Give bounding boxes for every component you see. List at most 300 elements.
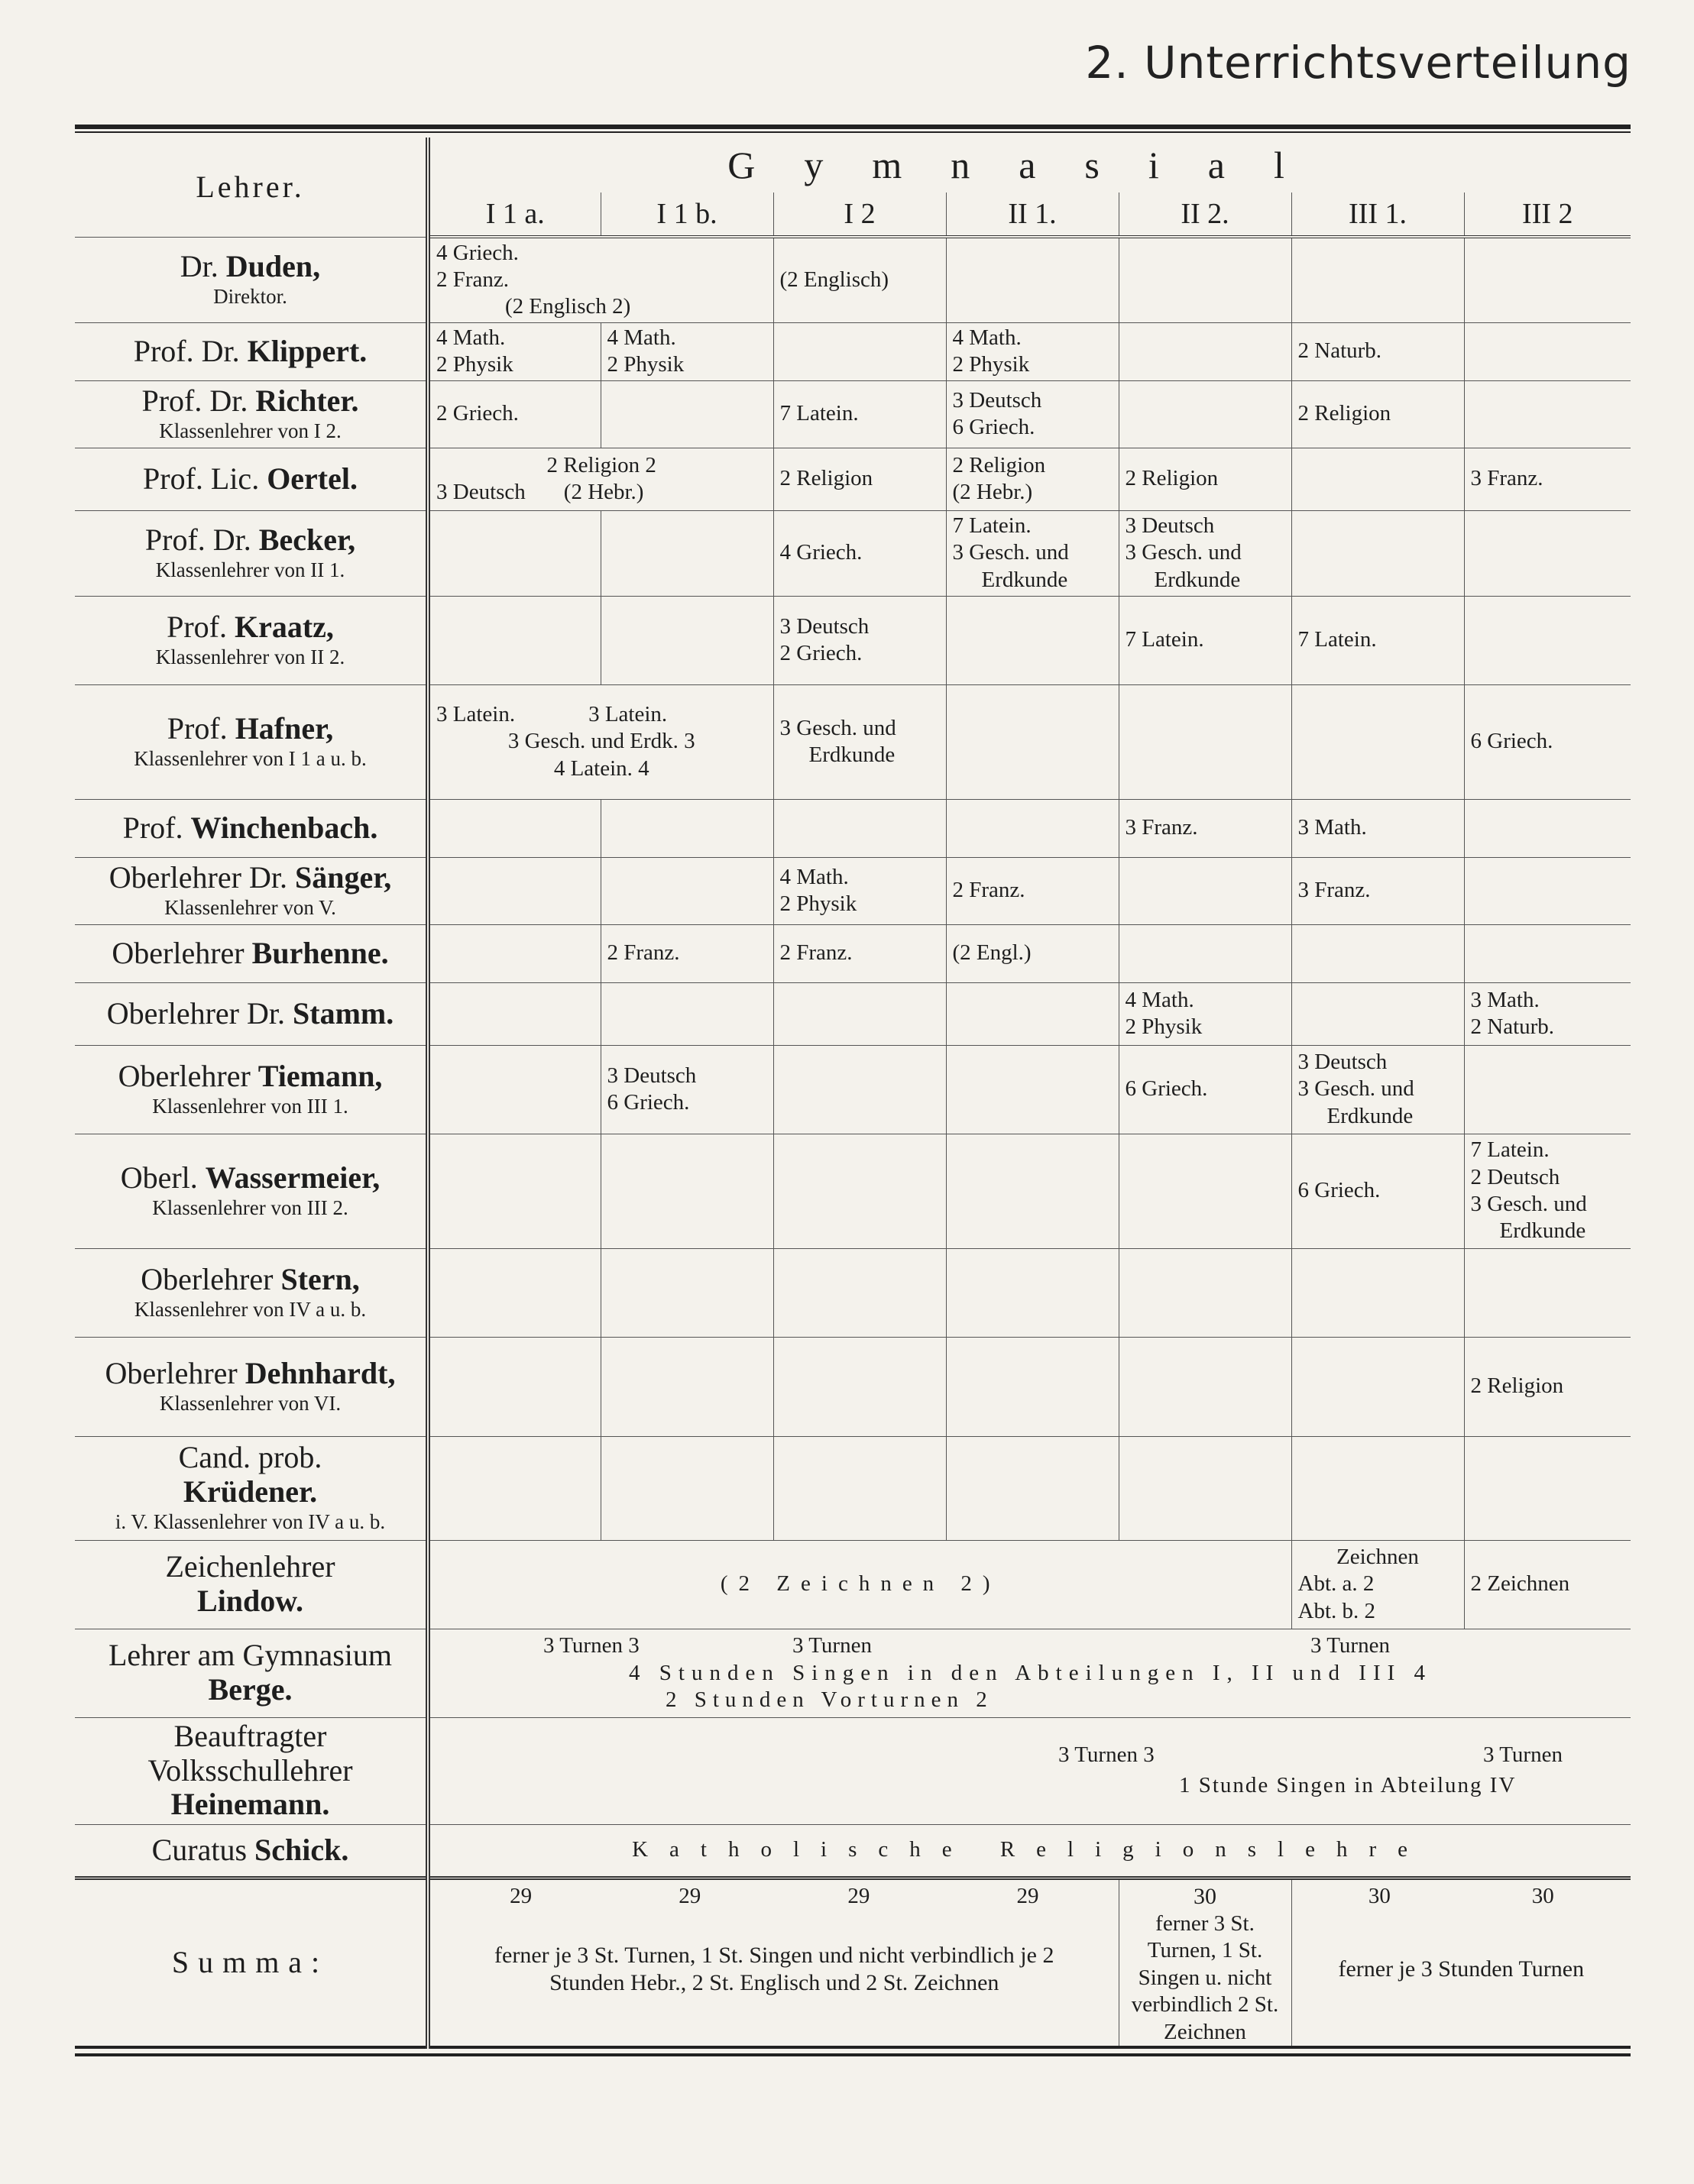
- lesson-cell: [1291, 684, 1464, 799]
- lesson-entry: 4 Math.: [436, 325, 506, 350]
- lesson-cell: [1119, 1436, 1291, 1540]
- lesson-cell: [773, 1337, 946, 1436]
- lesson-entry: 2 Franz.: [436, 267, 510, 293]
- lesson-cell: [946, 237, 1119, 322]
- lesson-entry: 2 Physik: [779, 891, 857, 916]
- teacher-role: Klassenlehrer von I 1 a u. b.: [134, 746, 367, 770]
- lesson-cell: [1464, 380, 1631, 448]
- lesson-entry: 2 Physik: [436, 352, 513, 377]
- lesson-entry: 3 Deutsch: [436, 480, 526, 504]
- lesson-entry: 3 Latein.: [588, 701, 668, 726]
- lesson-cell: [1291, 1540, 1464, 1629]
- teacher-role: Direktor.: [213, 284, 287, 308]
- teacher-title: Cand. prob.: [178, 1440, 322, 1475]
- summary-cell: [1291, 1878, 1631, 2047]
- lesson-entry: 2 Physik: [607, 352, 685, 377]
- lesson-entry: 7 Latein.: [1125, 627, 1204, 652]
- lesson-cell: [428, 1134, 601, 1248]
- lesson-cell: [946, 510, 1119, 596]
- lesson-entry: 2 Religion: [1470, 1373, 1564, 1399]
- lesson-entry: 2 Franz.: [952, 878, 1025, 903]
- lesson-entry: 2 Religion: [1297, 401, 1391, 426]
- lesson-cell: [601, 596, 773, 684]
- table-row: [75, 1248, 1631, 1337]
- lesson-cell: [428, 1337, 601, 1436]
- lesson-entry: Erdkunde: [1154, 567, 1241, 592]
- lesson-entry: 2 Griech.: [436, 401, 519, 426]
- teacher-cell: [75, 982, 428, 1045]
- lesson-cell: [773, 1045, 946, 1134]
- teacher-title: Prof. Dr.: [133, 333, 240, 368]
- teacher-title: Oberlehrer: [118, 1058, 251, 1093]
- lesson-entry: 3 Deutsch: [1297, 1049, 1388, 1074]
- teacher-name: Sänger,: [294, 859, 392, 895]
- lesson-cell: [1464, 857, 1631, 924]
- lesson-cell: [946, 322, 1119, 380]
- teacher-title: Prof.: [167, 609, 227, 644]
- lesson-cell: [1119, 448, 1291, 510]
- lesson-entry: 2 Zeichnen: [1470, 1571, 1570, 1597]
- teacher-title: Oberl.: [120, 1160, 198, 1195]
- lesson-cell: [1464, 684, 1631, 799]
- table-row: [75, 1540, 1631, 1629]
- lesson-entry: 3 Deutsch: [607, 1063, 697, 1088]
- lesson-entry: 4 Latein. 4: [553, 756, 649, 781]
- lesson-cell: [773, 799, 946, 857]
- lesson-cell: [601, 982, 773, 1045]
- teacher-role: i. V. Klassenlehrer von IV a u. b.: [115, 1509, 386, 1533]
- lesson-cell: [1464, 1045, 1631, 1134]
- summary-note: ferner je 3 Stunden Turnen: [1338, 1956, 1585, 1982]
- teacher-name: Burhenne.: [251, 935, 389, 970]
- lesson-entry: 6 Griech.: [607, 1090, 690, 1115]
- lesson-cell: [428, 684, 773, 799]
- lesson-entry: 2 Naturb.: [1470, 1014, 1555, 1039]
- lesson-cell: [946, 684, 1119, 799]
- table-row: [75, 1436, 1631, 1540]
- lesson-cell: [601, 924, 773, 982]
- lesson-cell: [428, 322, 601, 380]
- lesson-cell: [773, 322, 946, 380]
- lesson-cell: [428, 1045, 601, 1134]
- teacher-cell: [75, 1540, 428, 1629]
- lesson-entry: 2 Religion 2: [546, 452, 656, 477]
- lesson-cell: [428, 380, 601, 448]
- teacher-title: Oberlehrer: [141, 1261, 274, 1296]
- lesson-entry: 7 Latein.: [952, 513, 1032, 538]
- lesson-cell: [1291, 1248, 1464, 1337]
- teacher-column-header: Lehrer.: [75, 138, 428, 237]
- lesson-entry: 4 Stunden Singen in den Abteilungen I, II und III 4: [629, 1660, 1433, 1685]
- lesson-cell: [1464, 237, 1631, 322]
- lesson-entry: 7 Latein.: [1297, 627, 1377, 652]
- lesson-entry: 3 Deutsch: [952, 387, 1042, 413]
- summary-total: 29: [1016, 1883, 1039, 1908]
- summary-cell: [1119, 1878, 1291, 2047]
- teacher-name: Stamm.: [293, 995, 394, 1031]
- lesson-entry: Erdkunde: [1326, 1103, 1414, 1128]
- lesson-cell: [601, 857, 773, 924]
- lesson-entry: 4 Griech.: [779, 540, 863, 565]
- lesson-cell: [601, 322, 773, 380]
- teacher-role: Klassenlehrer von V.: [164, 895, 336, 919]
- lesson-entry: 3 Latein.: [436, 701, 516, 726]
- lesson-entry: 3 Gesch. und: [1297, 1076, 1414, 1102]
- lesson-cell: [1291, 596, 1464, 684]
- lesson-entry: 4 Math.: [952, 325, 1022, 350]
- lesson-cell: [1119, 380, 1291, 448]
- lesson-cell: [946, 448, 1119, 510]
- lesson-cell: [428, 448, 773, 510]
- lesson-cell: [773, 380, 946, 448]
- lesson-cell: [773, 924, 946, 982]
- lesson-entry: 3 Gesch. und: [1125, 540, 1242, 565]
- lesson-cell: [773, 1134, 946, 1248]
- table-row: [75, 1629, 1631, 1717]
- lesson-entry: 2 Physik: [952, 352, 1030, 377]
- teacher-title: Prof.: [122, 810, 183, 845]
- lesson-entry: 4 Math.: [607, 325, 676, 350]
- lesson-entry: 6 Griech.: [952, 415, 1035, 439]
- teacher-cell: [75, 1717, 428, 1824]
- teacher-name: Richter.: [255, 383, 359, 418]
- lesson-cell: [1291, 799, 1464, 857]
- summary-row: [75, 1878, 1631, 2047]
- bottom-rule: [75, 2053, 1631, 2056]
- teacher-role: Klassenlehrer von III 1.: [152, 1094, 348, 1118]
- lesson-cell: [946, 1436, 1119, 1540]
- teacher-cell: [75, 380, 428, 448]
- lesson-entry: (2 Englisch): [779, 267, 889, 293]
- lesson-entry: 6 Griech.: [1125, 1076, 1208, 1102]
- lesson-cell: [1119, 982, 1291, 1045]
- lesson-cell: [601, 1436, 773, 1540]
- teacher-cell: [75, 799, 428, 857]
- lesson-cell: [946, 1248, 1119, 1337]
- teacher-title: Beauftragter Volksschullehrer: [147, 1718, 353, 1788]
- teacher-title: Prof. Dr.: [141, 383, 248, 418]
- teacher-cell: [75, 924, 428, 982]
- lesson-cell: [428, 1824, 1631, 1878]
- lesson-entry: 6 Griech.: [1470, 729, 1553, 754]
- teacher-cell: [75, 1134, 428, 1248]
- lesson-entry: 6 Griech.: [1297, 1178, 1381, 1203]
- summary-note: ferner je 3 St. Turnen, 1 St. Singen und nicht verbindlich je 2 Stunden Hebr., 2 St. Englisch und 2 St. Zeichnen: [494, 1942, 1054, 1996]
- teacher-title: Oberlehrer Dr.: [109, 859, 287, 895]
- lesson-entry: 7 Latein.: [779, 401, 859, 426]
- lesson-cell: [946, 380, 1119, 448]
- lesson-cell: [601, 380, 773, 448]
- teacher-cell: [75, 237, 428, 322]
- lesson-entry: 3 Franz.: [1470, 466, 1543, 491]
- lesson-entry: 3 Math.: [1470, 987, 1540, 1012]
- lesson-entry: 1 Stunde Singen in Abteilung IV: [1179, 1773, 1517, 1798]
- teacher-name: Krüdener.: [183, 1474, 318, 1509]
- lesson-cell: [773, 1436, 946, 1540]
- lesson-cell: [428, 982, 601, 1045]
- lesson-cell: [428, 1629, 1631, 1717]
- teacher-cell: [75, 510, 428, 596]
- lesson-entry: 3 Gesch. und: [952, 540, 1069, 565]
- lesson-entry: (2 Hebr.): [563, 480, 644, 504]
- lesson-cell: [1464, 1337, 1631, 1436]
- teacher-cell: [75, 1629, 428, 1717]
- lesson-entry: Abt. b. 2: [1297, 1598, 1375, 1623]
- lesson-cell: [428, 799, 601, 857]
- lesson-cell: [428, 237, 773, 322]
- lesson-entry: 3 Math.: [1297, 815, 1367, 840]
- lesson-cell: [1119, 510, 1291, 596]
- lesson-entry: 2 Franz.: [607, 940, 680, 966]
- table-row: [75, 1337, 1631, 1436]
- lesson-cell: [1464, 448, 1631, 510]
- table-row: [75, 510, 1631, 596]
- teacher-title: Zeichenlehrer: [165, 1549, 335, 1584]
- class-header: I 2: [773, 193, 946, 237]
- lesson-cell: [428, 1717, 1631, 1824]
- teacher-role: Klassenlehrer von II 2.: [155, 645, 345, 668]
- lesson-cell: [1119, 684, 1291, 799]
- table-row: [75, 857, 1631, 924]
- lesson-cell: [601, 510, 773, 596]
- group-header: Gymnasial: [727, 144, 1333, 186]
- summary-total: 30: [1368, 1883, 1391, 1908]
- teacher-role: Klassenlehrer von VI.: [159, 1391, 342, 1415]
- lesson-entry: Abt. a. 2: [1297, 1571, 1375, 1597]
- lesson-cell: [1291, 982, 1464, 1045]
- teacher-title: Prof. Lic.: [143, 461, 260, 496]
- teacher-name: Dehnhardt,: [245, 1355, 396, 1390]
- lesson-entry: 3 Gesch. und: [1470, 1192, 1587, 1216]
- lesson-cell: [946, 596, 1119, 684]
- lesson-entry: 2 Religion: [1125, 466, 1219, 491]
- lesson-cell: [1291, 857, 1464, 924]
- summary-cell: [428, 1878, 1119, 2047]
- teacher-role: Klassenlehrer von II 1.: [155, 558, 345, 581]
- lesson-entry: 3 Deutsch: [1125, 513, 1215, 538]
- lesson-cell: [1119, 1134, 1291, 1248]
- top-rule-thin: [75, 131, 1631, 133]
- lesson-entry: (2 Hebr.): [952, 480, 1033, 504]
- lesson-cell: [601, 1134, 773, 1248]
- lesson-cell: [1119, 857, 1291, 924]
- lesson-cell: [946, 857, 1119, 924]
- lesson-cell: [946, 982, 1119, 1045]
- teacher-cell: [75, 1436, 428, 1540]
- lesson-cell: [1291, 510, 1464, 596]
- lesson-cell: [1464, 1134, 1631, 1248]
- table-row: [75, 1045, 1631, 1134]
- lesson-entry: Erdkunde: [808, 743, 896, 767]
- lesson-entry: 2 Naturb.: [1297, 338, 1382, 364]
- lesson-entry: 2 Physik: [1125, 1014, 1203, 1039]
- teacher-name: Heinemann.: [170, 1787, 330, 1822]
- teacher-title: Oberlehrer Dr.: [106, 995, 285, 1031]
- lesson-distribution-table: [75, 138, 1631, 2049]
- table-row: [75, 596, 1631, 684]
- lesson-cell: [773, 596, 946, 684]
- table-row: [75, 1717, 1631, 1824]
- lesson-cell: [601, 799, 773, 857]
- lesson-cell: [1464, 322, 1631, 380]
- summary-total: 29: [510, 1883, 533, 1908]
- class-header: I 1 b.: [601, 193, 773, 237]
- lesson-entry: 3 Turnen: [1310, 1632, 1390, 1658]
- lesson-cell: [1291, 380, 1464, 448]
- table-row: [75, 924, 1631, 982]
- teacher-role: Klassenlehrer von I 2.: [159, 419, 342, 442]
- teacher-name: Kraatz,: [234, 609, 334, 644]
- lesson-cell: [1291, 1436, 1464, 1540]
- lesson-cell: [1464, 982, 1631, 1045]
- lesson-cell: [773, 510, 946, 596]
- table-row: [75, 799, 1631, 857]
- teacher-cell: [75, 1337, 428, 1436]
- lesson-cell: [1119, 322, 1291, 380]
- lesson-cell: [1119, 1045, 1291, 1134]
- teacher-title: Curatus: [151, 1832, 248, 1867]
- teacher-name: Stern,: [280, 1261, 360, 1296]
- class-header: I 1 a.: [428, 193, 601, 237]
- lesson-cell: [428, 1248, 601, 1337]
- lesson-cell: [946, 924, 1119, 982]
- teacher-name: Schick.: [254, 1832, 349, 1867]
- lesson-cell: [428, 924, 601, 982]
- lesson-cell: [1291, 322, 1464, 380]
- lesson-entry: 2 Religion: [952, 452, 1046, 477]
- lesson-entry: (2 Englisch 2): [505, 294, 631, 319]
- page-heading: 2. Unterrichtsverteilung: [1085, 37, 1631, 89]
- teacher-name: Klippert.: [247, 333, 368, 368]
- teacher-title: Dr.: [180, 248, 219, 283]
- lesson-entry: 3 Turnen: [1483, 1742, 1563, 1768]
- teacher-title: Oberlehrer: [112, 935, 245, 970]
- lesson-entry: 2 Deutsch: [1470, 1164, 1560, 1189]
- lesson-entry: 3 Turnen 3: [543, 1632, 640, 1658]
- teacher-cell: [75, 322, 428, 380]
- lesson-entry: 4 Griech.: [436, 240, 519, 265]
- summary-label-cell: [75, 1878, 428, 2047]
- lesson-cell: [946, 1337, 1119, 1436]
- lesson-cell: [1291, 1134, 1464, 1248]
- lesson-cell: [1119, 924, 1291, 982]
- teacher-cell: [75, 448, 428, 510]
- class-header: II 2.: [1119, 193, 1291, 237]
- lesson-entry: 3 Franz.: [1125, 815, 1198, 840]
- teacher-cell: [75, 684, 428, 799]
- lesson-entry: 2 Stunden Vorturnen 2: [666, 1687, 993, 1712]
- lesson-entry: 2 Griech.: [779, 641, 863, 665]
- summary-note: ferner 3 St. Turnen, 1 St. Singen u. nicht verbindlich 2 St. Zeichnen: [1131, 1911, 1279, 2044]
- summary-label: Summa:: [171, 1944, 329, 1979]
- teacher-cell: [75, 857, 428, 924]
- lesson-cell: [773, 857, 946, 924]
- lesson-entry: 3 Gesch. und: [779, 715, 896, 740]
- lesson-entry: 3 Franz.: [1297, 878, 1371, 903]
- table-row: [75, 1824, 1631, 1878]
- teacher-title: Oberlehrer: [105, 1355, 238, 1390]
- lesson-cell: [1464, 1436, 1631, 1540]
- lesson-entry: Erdkunde: [1499, 1218, 1586, 1244]
- lesson-cell: [1464, 596, 1631, 684]
- table-row: [75, 380, 1631, 448]
- class-header: III 2: [1464, 193, 1631, 237]
- lesson-entry: 3 Turnen: [792, 1632, 872, 1658]
- teacher-title: Lehrer am Gymnasium: [109, 1638, 392, 1673]
- lesson-cell: [1464, 510, 1631, 596]
- lesson-cell: [1291, 237, 1464, 322]
- lesson-cell: [1291, 924, 1464, 982]
- teacher-name: Oertel.: [267, 461, 358, 496]
- table-row: [75, 1134, 1631, 1248]
- summary-total: 30: [1194, 1883, 1216, 1909]
- lesson-cell: [773, 237, 946, 322]
- lesson-entry: 3 Turnen 3: [1058, 1742, 1155, 1768]
- table-row: [75, 322, 1631, 380]
- summary-total: 29: [847, 1883, 870, 1908]
- teacher-name: Duden,: [225, 248, 321, 283]
- lesson-cell: [773, 982, 946, 1045]
- lesson-cell: [1119, 596, 1291, 684]
- lesson-cell: [1464, 1248, 1631, 1337]
- lesson-cell: [428, 510, 601, 596]
- top-rule: [75, 125, 1631, 129]
- lesson-entry: (2 Engl.): [952, 940, 1032, 966]
- lesson-cell: [1464, 924, 1631, 982]
- teacher-title: Prof.: [167, 710, 228, 746]
- lesson-entry: (2 Zeichnen 2): [720, 1571, 1001, 1597]
- class-header: II 1.: [946, 193, 1119, 237]
- lesson-cell: [1291, 1045, 1464, 1134]
- lesson-cell: [773, 1248, 946, 1337]
- teacher-role: Klassenlehrer von IV a u. b.: [134, 1297, 367, 1321]
- summary-total: 30: [1531, 1883, 1554, 1908]
- lesson-cell: [428, 596, 601, 684]
- teacher-name: Winchenbach.: [190, 810, 378, 845]
- summary-total: 29: [679, 1883, 701, 1908]
- lesson-cell: [773, 684, 946, 799]
- teacher-name: Lindow.: [197, 1584, 303, 1618]
- teacher-cell: [75, 1248, 428, 1337]
- teacher-role: Klassenlehrer von III 2.: [152, 1196, 348, 1219]
- lesson-cell: [601, 1045, 773, 1134]
- teacher-name: Berge.: [208, 1672, 293, 1707]
- lesson-entry: 2 Franz.: [779, 940, 853, 966]
- class-header: III 1.: [1291, 193, 1464, 237]
- lesson-cell: [1291, 448, 1464, 510]
- lesson-cell: [1291, 1337, 1464, 1436]
- teacher-title: Prof. Dr.: [144, 522, 251, 557]
- lesson-cell: [1464, 799, 1631, 857]
- lesson-cell: [773, 448, 946, 510]
- lesson-cell: [428, 857, 601, 924]
- teacher-cell: [75, 596, 428, 684]
- lesson-cell: [428, 1540, 1291, 1629]
- lesson-entry: 7 Latein.: [1470, 1137, 1550, 1163]
- lesson-entry: 3 Deutsch: [779, 613, 870, 639]
- teacher-cell: [75, 1824, 428, 1878]
- lesson-cell: [1464, 1540, 1631, 1629]
- lesson-entry: Katholische Religionslehre: [632, 1837, 1429, 1862]
- lesson-cell: [946, 1134, 1119, 1248]
- lesson-cell: [601, 1337, 773, 1436]
- teacher-name: Becker,: [258, 522, 356, 557]
- lesson-cell: [1119, 237, 1291, 322]
- lesson-entry: 2 Religion: [779, 466, 873, 491]
- lesson-cell: [946, 1045, 1119, 1134]
- lesson-cell: [428, 1436, 601, 1540]
- lesson-cell: [601, 1248, 773, 1337]
